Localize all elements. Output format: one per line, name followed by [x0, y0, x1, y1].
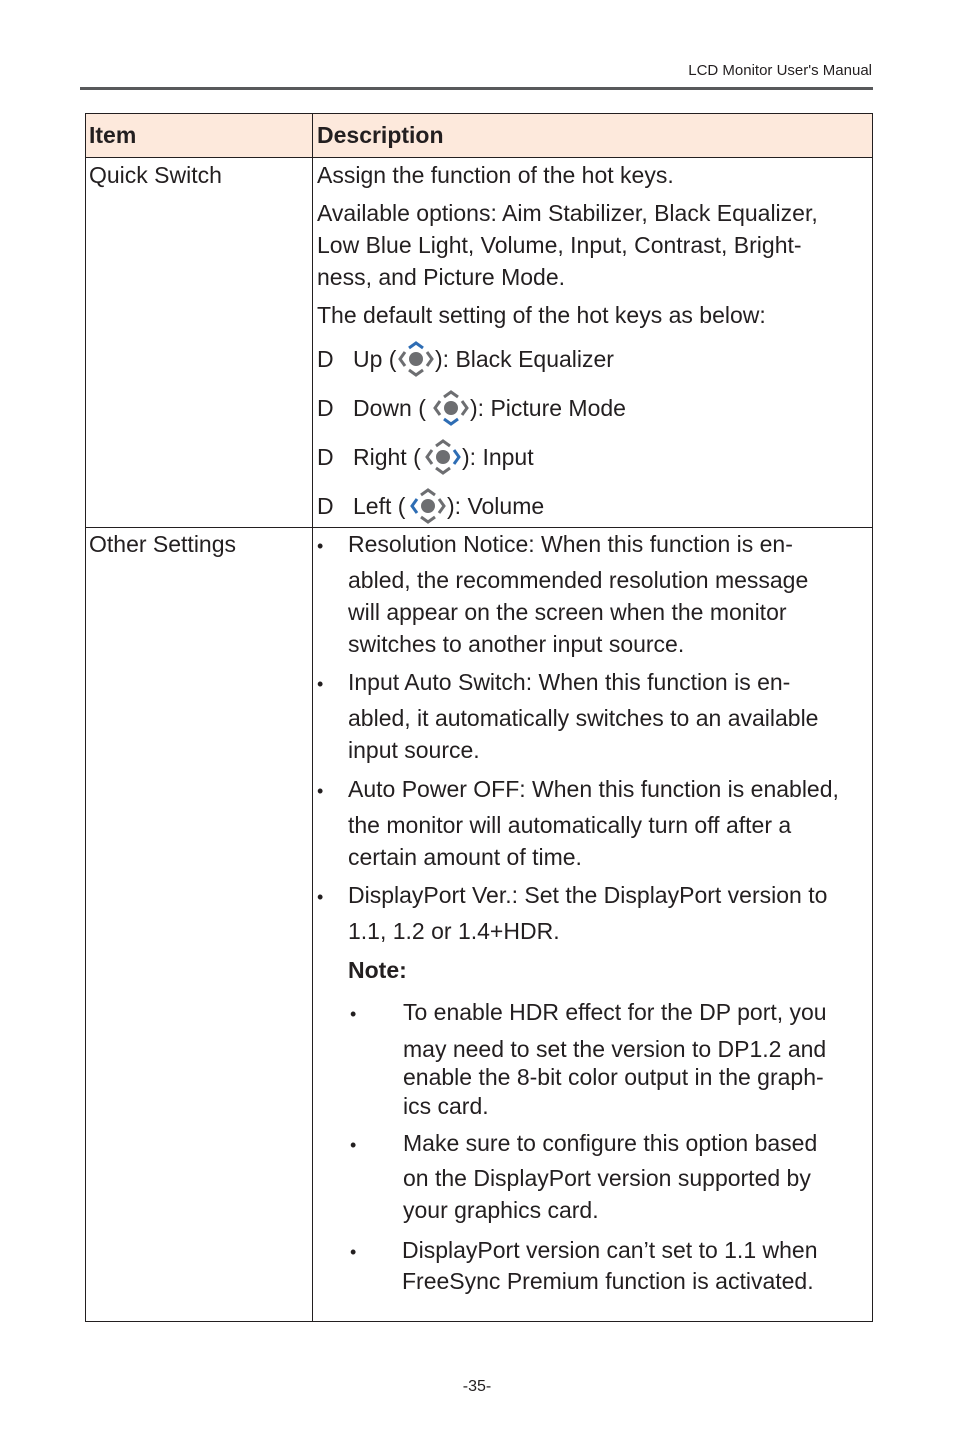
hotkey-label-post: ): Input [462, 444, 534, 470]
column-divider [312, 114, 313, 1321]
note-hdr-line: ics card. [403, 1093, 489, 1119]
quick-switch-default: The default setting of the hot keys as below: [317, 302, 766, 328]
hotkey-label-post: ): Black Equalizer [435, 346, 614, 372]
displayport-ver-line: 1.1, 1.2 or 1.4+HDR. [348, 918, 560, 944]
hotkey-label-post: ): Picture Mode [470, 395, 626, 421]
input-auto-switch-line: abled, it automatically switches to an available [348, 705, 819, 731]
header-rule [80, 87, 873, 90]
hotkey-label-pre: Left ( [353, 493, 406, 519]
column-header-item: Item [89, 122, 137, 148]
resolution-notice-line: abled, the recommended resolution message [348, 567, 809, 593]
hotkey-label-pre: Up ( [353, 346, 397, 372]
joystick-down-icon [432, 389, 470, 427]
hotkey-bullet: D [317, 493, 334, 519]
joystick-right-icon [424, 438, 462, 476]
quick-switch-options-line: Low Blue Light, Volume, Input, Contrast, Bright- [317, 232, 802, 258]
quick-switch-options-line: ness, and Picture Mode. [317, 264, 566, 290]
note-hdr-line: To enable HDR effect for the DP port, you [403, 999, 827, 1025]
hotkey-label-post: ): Volume [447, 493, 545, 519]
hotkey-bullet: D [317, 346, 334, 372]
note-hdr-line: enable the 8-bit color output in the graph- [403, 1064, 824, 1090]
auto-power-off-line: the monitor will automatically turn off after a [348, 812, 792, 838]
note-freesync-line: DisplayPort version can’t set to 1.1 when [402, 1237, 818, 1263]
resolution-notice-line: will appear on the screen when the monitor [348, 599, 787, 625]
note-label: Note: [348, 957, 407, 983]
bullet-mark: • [317, 536, 324, 556]
input-auto-switch-line: input source. [348, 737, 480, 763]
item-quick-switch: Quick Switch [89, 162, 222, 188]
note-bullet-mark: • [350, 1004, 357, 1024]
hotkey-bullet: D [317, 444, 334, 470]
bullet-mark: • [317, 887, 324, 907]
hotkey-bullet: D [317, 395, 334, 421]
quick-switch-options-line: Available options: Aim Stabilizer, Black Equalizer, [317, 200, 818, 226]
column-header-description: Description [317, 122, 444, 148]
table-header-row [86, 114, 872, 158]
auto-power-off-line: certain amount of time. [348, 844, 582, 870]
running-header: LCD Monitor User's Manual [688, 62, 872, 79]
input-auto-switch-line: Input Auto Switch: When this function is en- [348, 669, 791, 695]
note-bullet-mark: • [350, 1135, 357, 1155]
note-configure-line: Make sure to configure this option based [403, 1130, 818, 1156]
auto-power-off-line: Auto Power OFF: When this function is enabled, [348, 776, 839, 802]
page-number: -35- [462, 1378, 492, 1395]
note-configure-line: on the DisplayPort version supported by [403, 1165, 811, 1191]
joystick-left-icon [409, 487, 447, 525]
quick-switch-intro: Assign the function of the hot keys. [317, 162, 674, 188]
note-bullet-mark: • [350, 1242, 357, 1262]
item-other-settings: Other Settings [89, 531, 237, 557]
displayport-ver-line: DisplayPort Ver.: Set the DisplayPort version to [348, 882, 828, 908]
note-configure-line: your graphics card. [403, 1197, 599, 1223]
bullet-mark: • [317, 674, 324, 694]
note-hdr-line: may need to set the version to DP1.2 and [403, 1036, 827, 1062]
resolution-notice-line: switches to another input source. [348, 631, 685, 657]
hotkey-label-pre: Down ( [353, 395, 426, 421]
resolution-notice-line: Resolution Notice: When this function is en- [348, 531, 793, 557]
hotkey-label-pre: Right ( [353, 444, 421, 470]
joystick-up-icon [397, 340, 435, 378]
settings-table [85, 113, 873, 1322]
note-freesync-line: FreeSync Premium function is activated. [402, 1268, 814, 1294]
bullet-mark: • [317, 781, 324, 801]
